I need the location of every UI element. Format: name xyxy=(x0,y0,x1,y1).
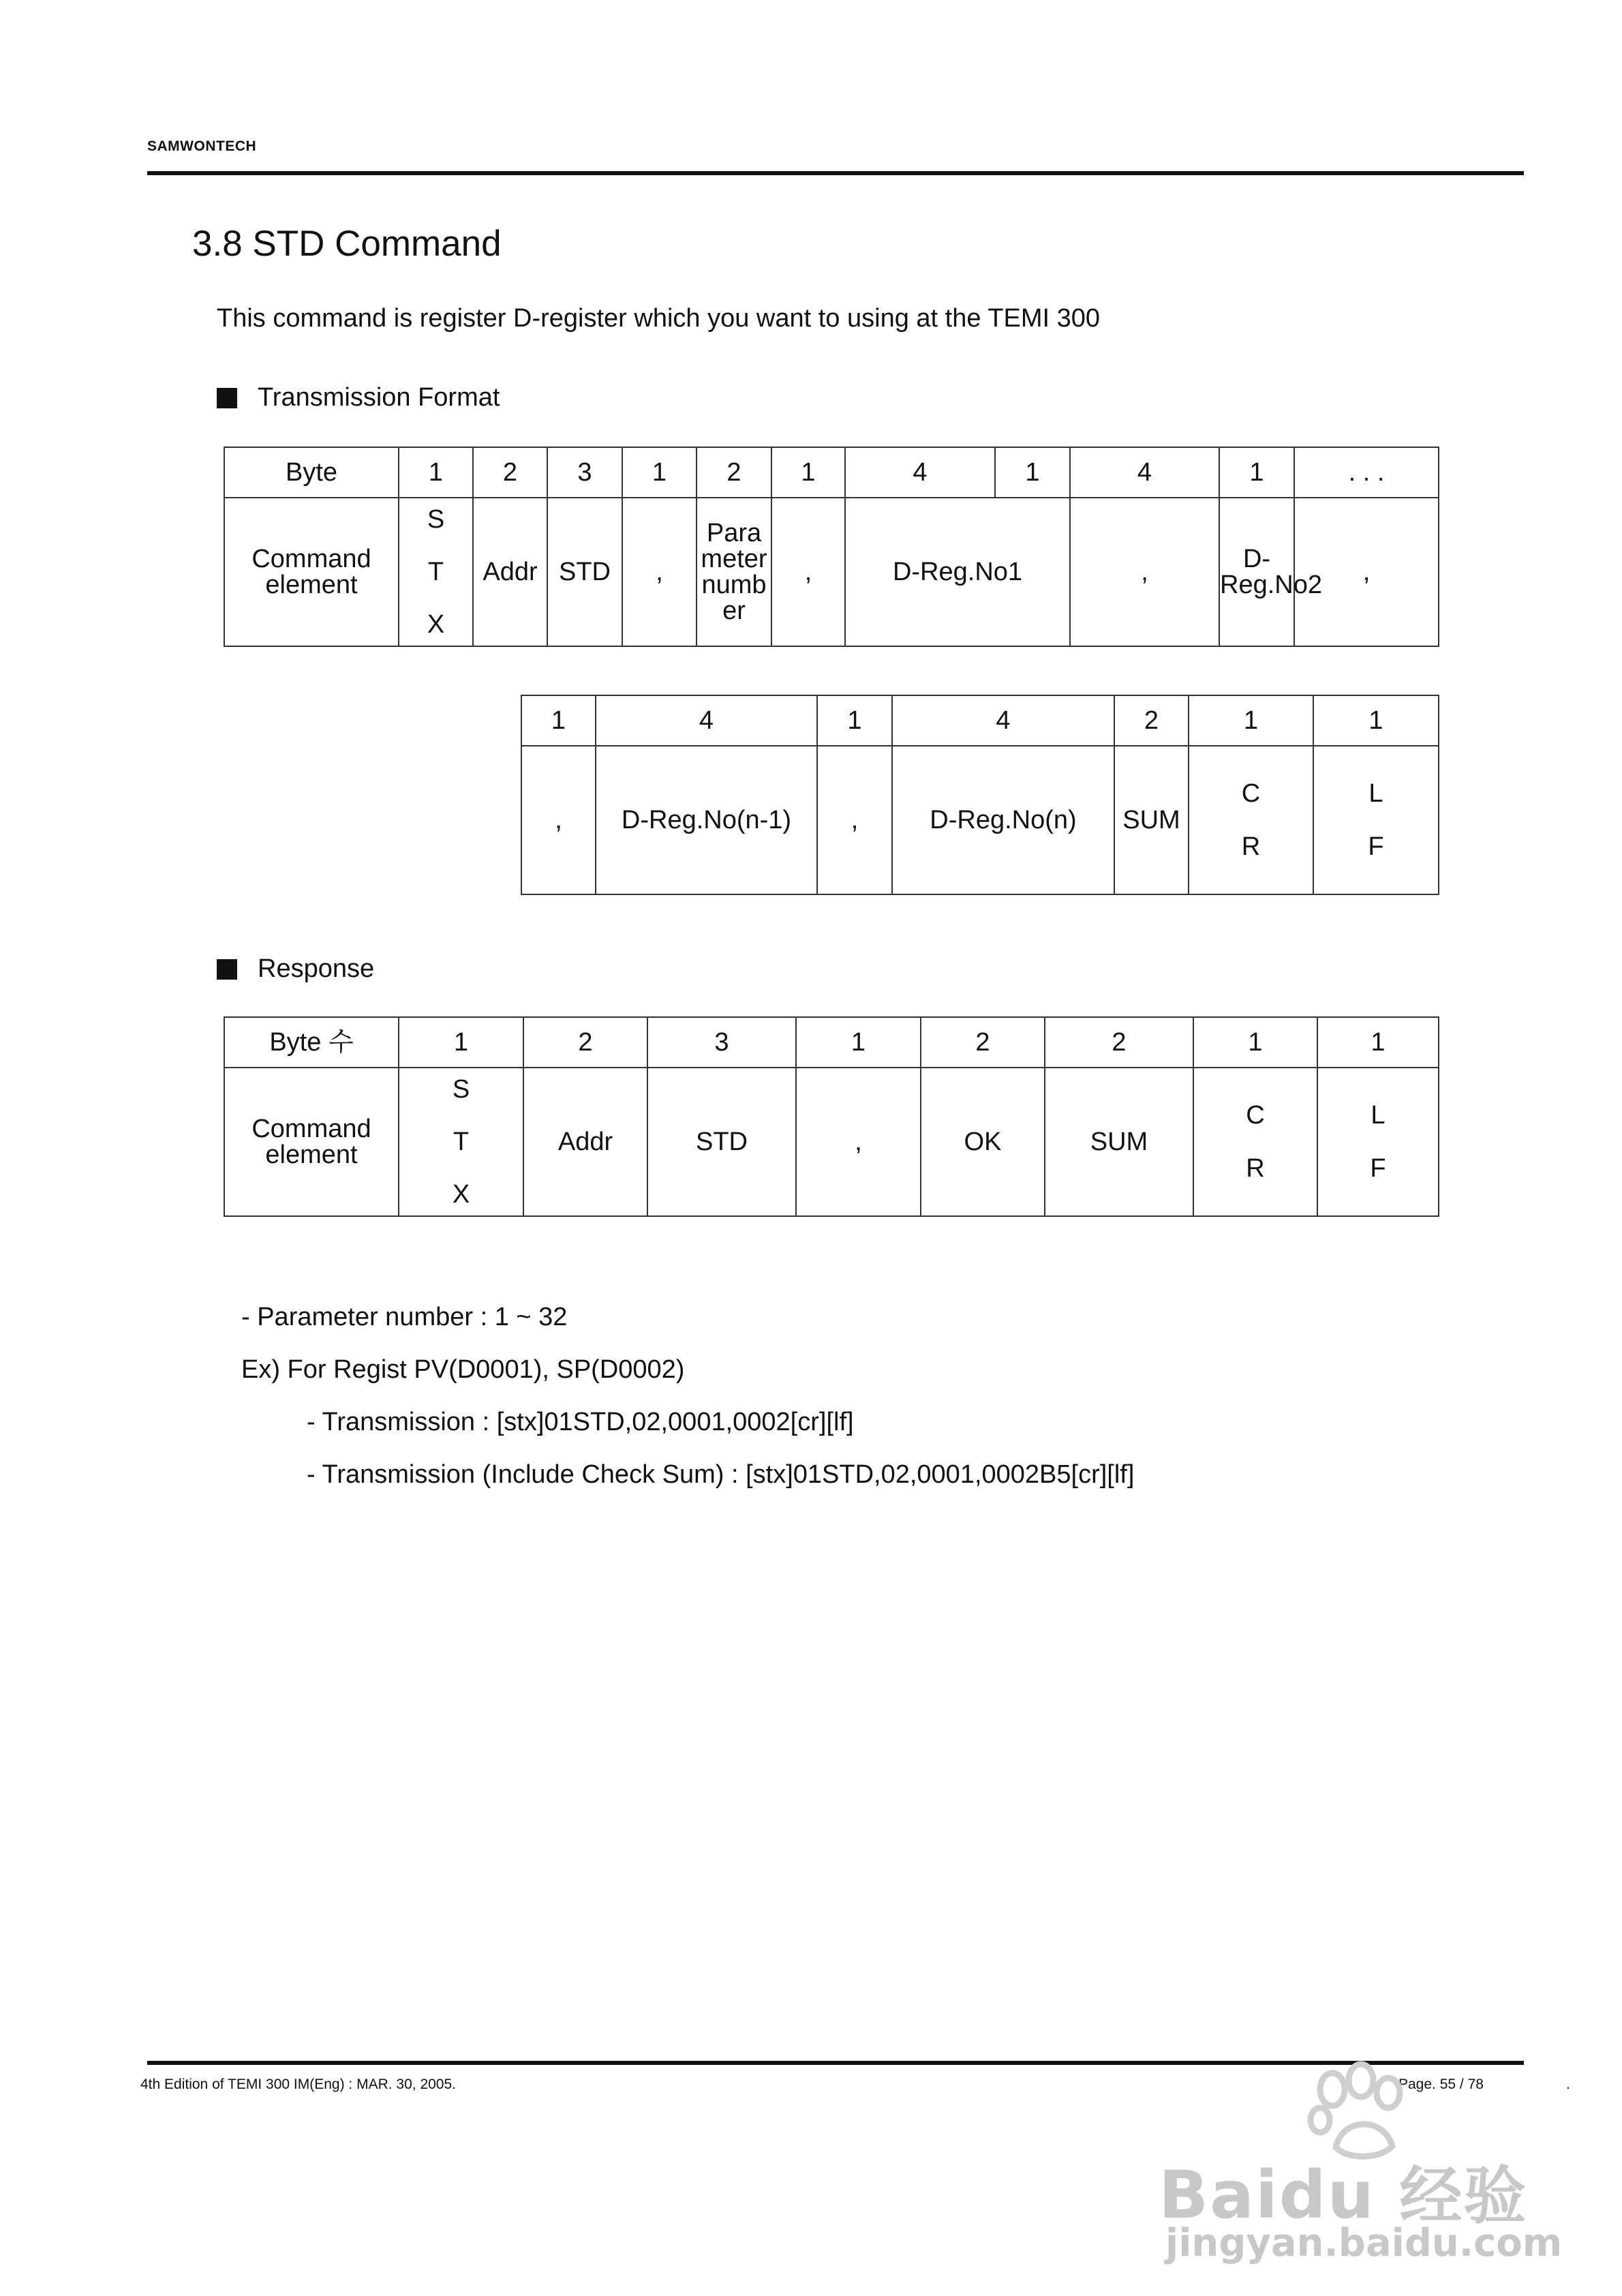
byte-cell: 4 xyxy=(1070,447,1219,498)
footer-rule xyxy=(147,2061,1524,2065)
transmission-table-2 xyxy=(521,695,1439,895)
element-cell: , xyxy=(817,746,892,894)
response-heading xyxy=(217,954,374,984)
param-range-note: - Parameter number : 1 ~ 32 xyxy=(241,1303,568,1331)
cr-letter: C xyxy=(1246,1101,1265,1130)
byte-cell: 1 xyxy=(1317,1017,1439,1068)
element-cell: Addr xyxy=(523,1068,647,1216)
element-cell: Addr xyxy=(473,498,547,646)
stx-cell xyxy=(399,498,473,646)
cr-letter: R xyxy=(1246,1154,1265,1183)
element-cell: , xyxy=(622,498,697,646)
lf-cell xyxy=(1313,746,1439,894)
page-number: Page. 55 / 78 xyxy=(1398,2076,1484,2092)
element-row xyxy=(521,746,1439,894)
byte-row xyxy=(521,695,1439,746)
element-cell: , xyxy=(521,746,596,894)
element-cell: , xyxy=(1070,498,1219,646)
element-cell: OK xyxy=(921,1068,1045,1216)
stx-letter: X xyxy=(452,1180,470,1209)
cr-letter: R xyxy=(1241,832,1261,861)
element-label: Command element xyxy=(224,498,399,646)
element-cell: D-Reg.No(n) xyxy=(892,746,1114,894)
stx-letter: T xyxy=(427,558,444,586)
byte-cell: 1 xyxy=(995,447,1070,498)
byte-cell: 1 xyxy=(1219,447,1294,498)
element-cell: , xyxy=(771,498,845,646)
transmission-heading-text: Transmission Format xyxy=(258,383,500,412)
byte-cell: 1 xyxy=(1189,695,1313,746)
byte-cell: 2 xyxy=(1045,1017,1193,1068)
lf-cell xyxy=(1317,1068,1439,1216)
transmission-table-1 xyxy=(224,447,1439,647)
byte-cell: 3 xyxy=(547,447,622,498)
byte-cell: 2 xyxy=(523,1017,647,1068)
param-line: meter xyxy=(701,545,767,573)
cr-cell xyxy=(1189,746,1313,894)
parameter-number-cell xyxy=(697,498,771,646)
watermark-url: jingyan.baidu.com xyxy=(1165,2221,1563,2265)
stx-letter: X xyxy=(427,610,445,639)
byte-cell: 2 xyxy=(921,1017,1045,1068)
element-cell: SUM xyxy=(1114,746,1189,894)
byte-cell: 3 xyxy=(647,1017,796,1068)
element-row xyxy=(224,1068,1439,1216)
element-cell: STD xyxy=(647,1068,796,1216)
byte-cell: 1 xyxy=(399,447,473,498)
response-heading-text: Response xyxy=(258,954,375,983)
stx-letter: S xyxy=(427,505,445,534)
byte-cell: 1 xyxy=(771,447,845,498)
byte-cell: 1 xyxy=(1193,1017,1317,1068)
lf-letter: L xyxy=(1368,779,1383,808)
byte-cell: 2 xyxy=(473,447,547,498)
transmission-example: - Transmission : [stx]01STD,02,0001,0002[cr][lf] xyxy=(307,1408,854,1436)
company-name: SAMWONTECH xyxy=(147,138,257,154)
stx-letter: S xyxy=(452,1075,470,1104)
baidu-logo-text: Baidu 经验 xyxy=(1159,2157,1528,2233)
element-cell: , xyxy=(796,1068,921,1216)
byte-label: Byte xyxy=(224,447,399,498)
byte-cell: 1 xyxy=(521,695,596,746)
transmission-heading xyxy=(217,383,500,412)
byte-cell: 2 xyxy=(1114,695,1189,746)
section-intro: This command is register D-register which you want to using at the TEMI 300 xyxy=(217,304,1101,333)
element-cell: D-Reg.No(n-1) xyxy=(596,746,817,894)
byte-cell: 1 xyxy=(622,447,697,498)
example-note: Ex) For Regist PV(D0001), SP(D0002) xyxy=(241,1355,685,1384)
header-rule xyxy=(147,171,1524,175)
baidu-watermark xyxy=(1159,2066,1563,2265)
square-bullet-icon xyxy=(217,388,237,408)
edition-text: 4th Edition of TEMI 300 IM(Eng) : MAR. 30, 2005. xyxy=(140,2076,457,2092)
byte-cell: 4 xyxy=(845,447,995,498)
element-label: Command element xyxy=(224,1068,399,1216)
byte-cell: 1 xyxy=(796,1017,921,1068)
cr-cell xyxy=(1193,1068,1317,1216)
lf-letter: F xyxy=(1370,1154,1386,1183)
element-cell: SUM xyxy=(1045,1068,1193,1216)
transmission-checksum-example: - Transmission (Include Check Sum) : [stx]01STD,02,0001,0002B5[cr][lf] xyxy=(307,1460,1135,1489)
byte-cell: . . . xyxy=(1294,447,1439,498)
element-cell: D-Reg.No2 xyxy=(1219,498,1294,646)
lf-letter: F xyxy=(1368,832,1384,861)
jingyan-cn: 经验 xyxy=(1399,2160,1528,2233)
param-line: Para xyxy=(706,519,762,547)
cr-letter: C xyxy=(1241,779,1261,808)
param-line: er xyxy=(722,596,746,625)
byte-row xyxy=(224,1017,1439,1068)
square-bullet-icon xyxy=(217,959,237,980)
element-row xyxy=(224,498,1439,646)
element-cell: , xyxy=(1294,498,1439,646)
byte-cell: 1 xyxy=(817,695,892,746)
byte-label: Byte 수 xyxy=(224,1017,399,1068)
byte-cell: 1 xyxy=(399,1017,523,1068)
lf-letter: L xyxy=(1371,1101,1386,1130)
element-cell: D-Reg.No1 xyxy=(845,498,1070,646)
section-title: 3.8 STD Command xyxy=(192,224,502,264)
byte-cell: 2 xyxy=(697,447,771,498)
byte-cell: 4 xyxy=(596,695,817,746)
byte-row xyxy=(224,447,1439,498)
stx-cell xyxy=(399,1068,523,1216)
footer-dot: . xyxy=(1566,2076,1570,2092)
element-cell: STD xyxy=(547,498,622,646)
byte-cell: 4 xyxy=(892,695,1114,746)
response-table xyxy=(224,1016,1439,1217)
byte-cell: 1 xyxy=(1313,695,1439,746)
stx-letter: T xyxy=(453,1128,470,1156)
param-line: numb xyxy=(701,571,767,599)
